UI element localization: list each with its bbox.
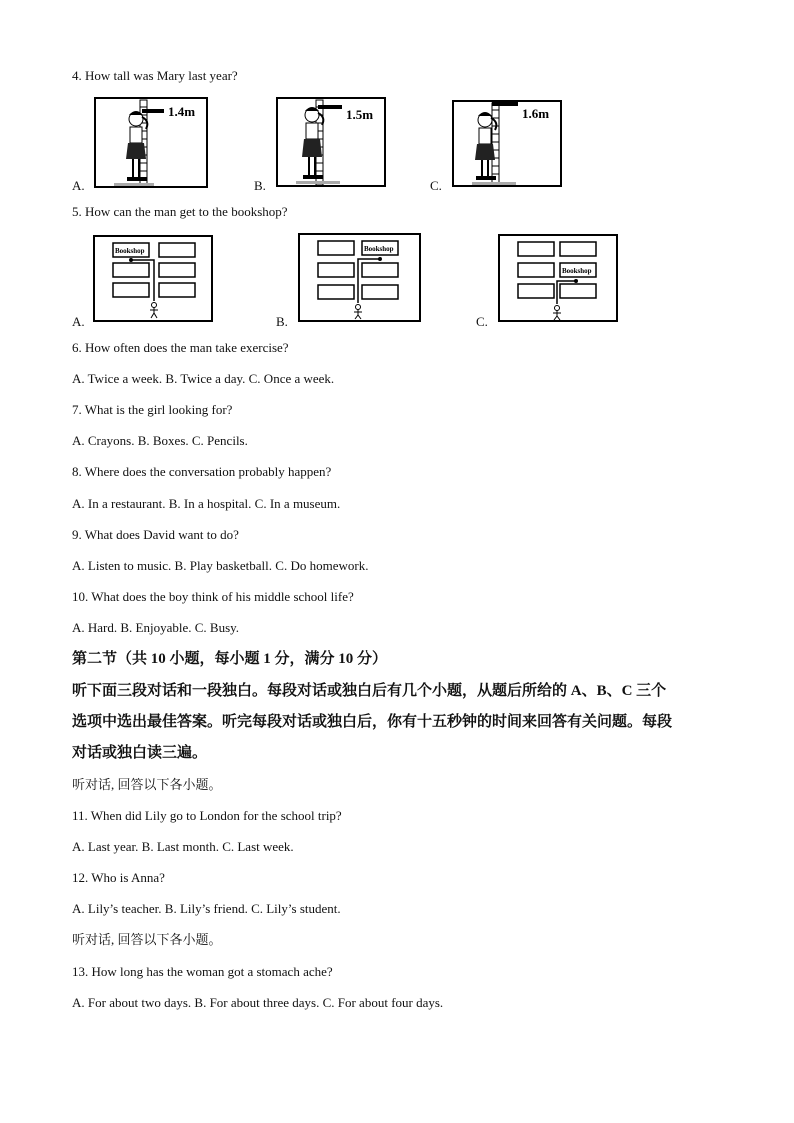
- q5-option-c-label: C.: [476, 314, 488, 329]
- q5-question: 5. How can the man get to the bookshop?: [72, 204, 288, 219]
- q11-question: 11. When did Lily go to London for the school trip?: [72, 808, 342, 823]
- q9-question: 9. What does David want to do?: [72, 527, 239, 542]
- q4-option-c-label: C.: [430, 178, 442, 193]
- section2-title: 第二节（共 10 小题，每小题 1 分，满分 10 分）: [72, 651, 388, 667]
- section2-instructions-2: 选项中选出最佳答案。听完每段对话或独白后，你有十五秒钟的时间来回答有关问题。每段: [72, 714, 673, 730]
- bookshop-label-a: Bookshop: [115, 247, 145, 255]
- q8-question: 8. Where does the conversation probably happen?: [72, 464, 332, 479]
- q8-options: A. In a restaurant. B. In a hospital. C. In a museum.: [72, 496, 341, 511]
- q11-options: A. Last year. B. Last month. C. Last week.: [72, 839, 294, 854]
- section2-instructions-1: 听下面三段对话和一段独白。每段对话或独白后有几个小题，从题后所给的 A、B、C 三个: [72, 683, 667, 699]
- q5-map-a: [93, 235, 213, 322]
- q4-figure-c: [452, 100, 562, 188]
- q4-question: 4. How tall was Mary last year?: [72, 68, 238, 83]
- q5-option-a-label: A.: [72, 314, 85, 329]
- q5-option-b-label: B.: [276, 314, 288, 329]
- stick-man-icon: [150, 303, 158, 319]
- q4-figure-a: [94, 97, 208, 189]
- q12-question: 12. Who is Anna?: [72, 870, 165, 885]
- q9-options: A. Listen to music. B. Play basketball. C. Do homework.: [72, 558, 369, 573]
- q4-option-b-label: B.: [254, 178, 266, 193]
- height-label-b: 1.5m: [346, 107, 374, 122]
- q10-question: 10. What does the boy think of his middle school life?: [72, 589, 354, 604]
- dialog2-label: 听对话, 回答以下各小题。: [72, 932, 222, 947]
- dialog1-label: 听对话, 回答以下各小题。: [72, 777, 222, 792]
- bookshop-label-c: Bookshop: [562, 267, 592, 275]
- q10-options: A. Hard. B. Enjoyable. C. Busy.: [72, 620, 240, 635]
- height-label-a: 1.4m: [168, 104, 196, 119]
- q5-map-b: [298, 233, 422, 322]
- q4-option-a-label: A.: [72, 178, 85, 193]
- girl-figure: [114, 111, 154, 186]
- q6-options: A. Twice a week. B. Twice a day. C. Once a week.: [72, 371, 335, 386]
- q7-options: A. Crayons. B. Boxes. C. Pencils.: [72, 433, 248, 448]
- q12-options: A. Lily’s teacher. B. Lily’s friend. C. Lily’s student.: [72, 901, 341, 916]
- height-ruler: [492, 103, 499, 185]
- q4-figure-b: [276, 97, 386, 189]
- bookshop-label-b: Bookshop: [364, 245, 394, 253]
- q6-question: 6. How often does the man take exercise?: [72, 340, 289, 355]
- q13-options: A. For about two days. B. For about three days. C. For about four days.: [72, 995, 444, 1010]
- route-arrow: [131, 260, 154, 301]
- stick-man-icon: [553, 306, 561, 321]
- section2-instructions-3: 对话或独白读三遍。: [72, 745, 208, 761]
- q5-map-c: [498, 234, 618, 322]
- q7-question: 7. What is the girl looking for?: [72, 402, 233, 417]
- q13-question: 13. How long has the woman got a stomach ache?: [72, 964, 333, 979]
- stick-man-icon: [354, 305, 362, 320]
- height-label-c: 1.6m: [522, 106, 550, 121]
